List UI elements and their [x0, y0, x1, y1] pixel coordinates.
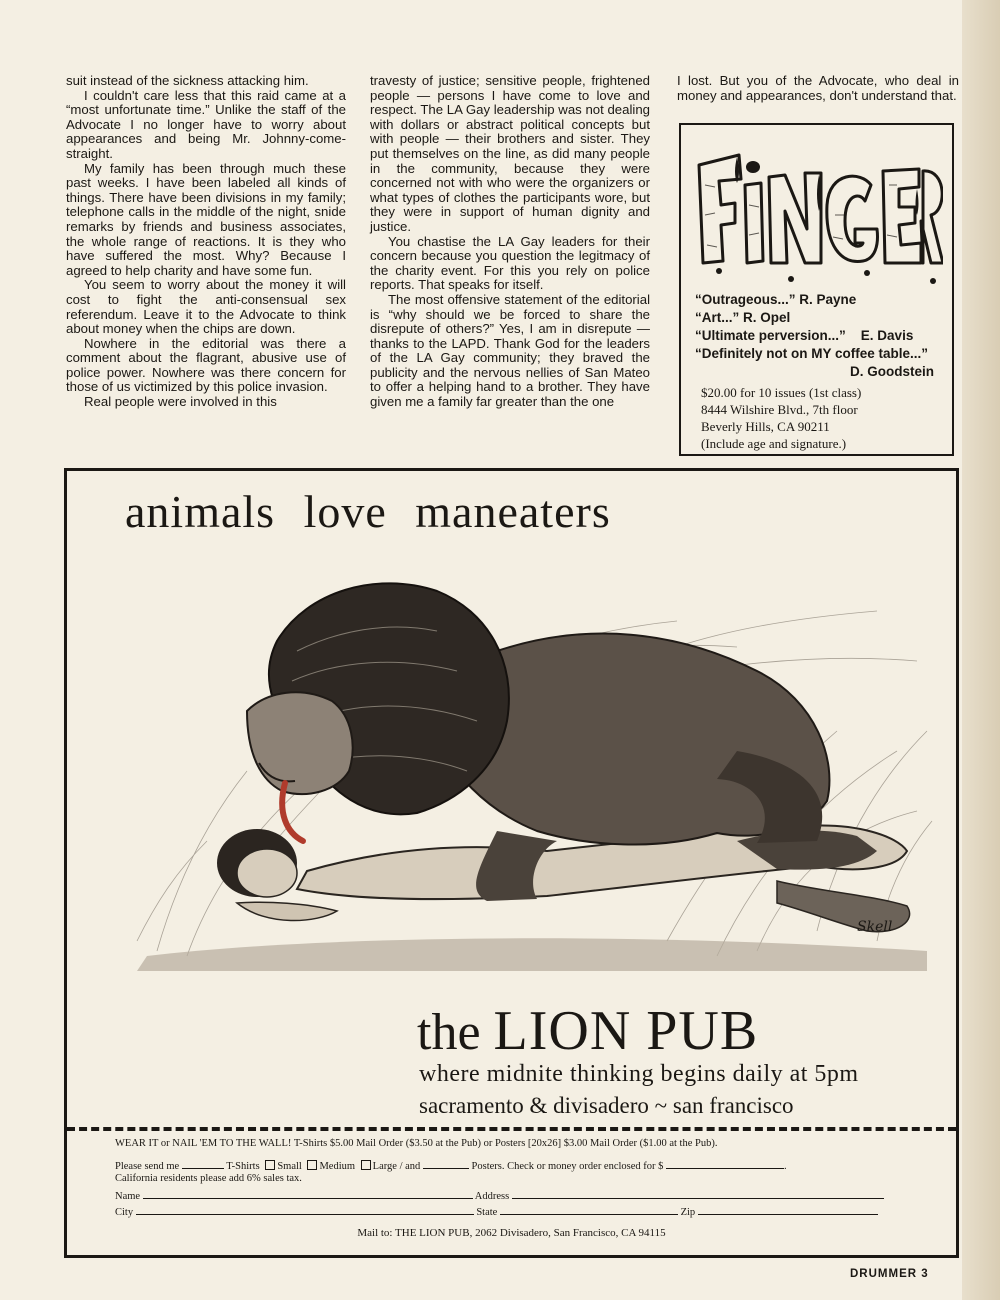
finger-subscription-info — [701, 384, 951, 452]
cut-line — [67, 1127, 956, 1131]
zip-label: Zip — [680, 1207, 696, 1218]
please-send-label: Please send me — [115, 1161, 180, 1172]
size-large-label: Large / and — [372, 1161, 421, 1172]
name-label: Name — [115, 1191, 141, 1202]
poster-qty-field[interactable] — [423, 1159, 469, 1169]
quote-goodstein-attribution: D. Goodstein — [850, 364, 934, 379]
quote-goodstein: “Definitely not on MY coffee table...” — [695, 346, 929, 361]
state-label: State — [476, 1207, 498, 1218]
page-edge — [962, 0, 1000, 1300]
finger-magazine-ad — [679, 123, 954, 456]
finger-address-street: 8444 Wilshire Blvd., 7th floor — [701, 402, 858, 417]
order-form-line: Please send me T-Shirts Small Medium Large / and Posters. Check or money order enclosed for $ . — [115, 1161, 787, 1172]
article-paragraph: suit instead of the sickness attacking him. — [66, 73, 309, 88]
amount-field[interactable] — [666, 1159, 784, 1169]
order-line-1: WEAR IT or NAIL 'EM TO THE WALL! T-Shirts $5.00 Mail Order ($3.50 at the Pub) or Posters [20x26] $3.00 Mail Order ($1.00 at the Pub). — [115, 1138, 718, 1149]
lion-pub-ad — [64, 468, 959, 1258]
article-paragraph: I lost. But you of the Advocate, who deal in money and appearances, don't understand that. — [677, 73, 959, 103]
city-field[interactable] — [136, 1205, 474, 1215]
size-large-checkbox[interactable] — [361, 1160, 371, 1170]
address-field[interactable] — [512, 1189, 884, 1199]
finger-address-city: Beverly Hills, CA 90211 — [701, 419, 830, 434]
article-paragraph: You chastise the LA Gay leaders for their concern because you question the legitmacy of the charity event. For this you rely on police reports. That speaks for itself. — [370, 233, 650, 293]
quote-payne: “Outrageous...” R. Payne — [695, 292, 857, 307]
article-paragraph: My family has been through much these past weeks. I have been labeled all kinds of things. There have been divisions in my family; telephone calls in the middle of the night, snide remarks by friends and business associates, the whole range of reactions. It is they who have suffered the most. Why? Because I agreed to help charity and have some fun. — [66, 160, 346, 278]
page-footer: DRUMMER 3 — [850, 1268, 929, 1280]
quote-opel: “Art...” R. Opel — [695, 310, 791, 325]
article-paragraph: The most offensive statement of the editorial is “why should we be forced to share the disrepute of others?” Yes, I am in disrepute — thanks to the LAPD. Thank God for the leaders of the LA Gay community; they braved the publicity and the nervous nellies of San Mateo to offer a helping hand to a brother. They have given me a family far greater than the one — [370, 291, 650, 410]
city-state-zip-line — [115, 1205, 915, 1219]
size-medium-label: Medium — [319, 1161, 356, 1172]
pub-address: sacramento & divisadero ~ san francisco — [419, 1093, 794, 1118]
tshirt-qty-field[interactable] — [182, 1159, 224, 1169]
finger-price: $20.00 for 10 issues (1st class) — [701, 385, 862, 400]
sales-tax-note: California residents please add 6% sales tax. — [115, 1173, 302, 1184]
state-field[interactable] — [500, 1205, 678, 1215]
name-field[interactable] — [143, 1189, 473, 1199]
article-paragraph: You seem to worry about the money it will cost to fight the anti-consensual sex referendum. Leave it to the Advocate to think about money when the chips are down. — [66, 277, 346, 337]
city-label: City — [115, 1207, 134, 1218]
article-paragraph: I couldn't care less that this raid came at a “most unfortunate time.” Unlike the staff of the Advocate I no longer have to worry about appearances and being Mr. Johnny-come-straight. — [66, 87, 346, 161]
size-small-label: Small — [277, 1161, 302, 1172]
artist-signature: Skell — [857, 919, 893, 935]
article-column-3 — [677, 74, 959, 103]
size-medium-checkbox[interactable] — [307, 1160, 317, 1170]
article-paragraph: Real people were involved in this — [84, 394, 277, 410]
quote-davis: “Ultimate perversion...” E. Davis — [695, 328, 914, 343]
pub-name-main: LION PUB — [493, 1000, 759, 1062]
posters-label: Posters. Check or money order enclosed for $ — [471, 1161, 664, 1172]
article-column-1 — [66, 74, 346, 410]
finger-quotes — [695, 291, 945, 381]
address-label: Address — [474, 1191, 510, 1202]
mail-to-address: Mail to: THE LION PUB, 2062 Divisadero, San Francisco, CA 94115 — [357, 1227, 666, 1239]
article-paragraph: travesty of justice; sensitive people, frightened people — persons I have come to love and respect. The LA Gay leadership was not dealing with dollars or abstract political concepts but with people — their brothers and sister. They put themselves on the line, as did many people in the community, because they were concerned not with who were the organizers or what types of clothes the participants wore, but they were in support of human dignity and justice. — [370, 73, 650, 234]
pub-name — [417, 999, 758, 1063]
tshirts-label: T-Shirts — [226, 1161, 260, 1172]
size-small-checkbox[interactable] — [265, 1160, 275, 1170]
article-paragraph: Nowhere in the editorial was there a comment about the flagrant, abusive use of police power. Nowhere was there concern for those of us victimized by this police invasion. — [66, 335, 346, 395]
pub-name-prefix: the — [417, 1004, 481, 1061]
name-address-line — [115, 1189, 915, 1203]
article-column-2 — [370, 74, 650, 410]
finger-note: (Include age and signature.) — [701, 436, 847, 451]
pub-tagline: where midnite thinking begins daily at 5pm — [419, 1061, 859, 1087]
ad-headline: animals love maneaters — [125, 486, 611, 537]
zip-field[interactable] — [698, 1205, 878, 1215]
lion-illustration — [117, 551, 937, 971]
finger-logo — [695, 145, 943, 295]
